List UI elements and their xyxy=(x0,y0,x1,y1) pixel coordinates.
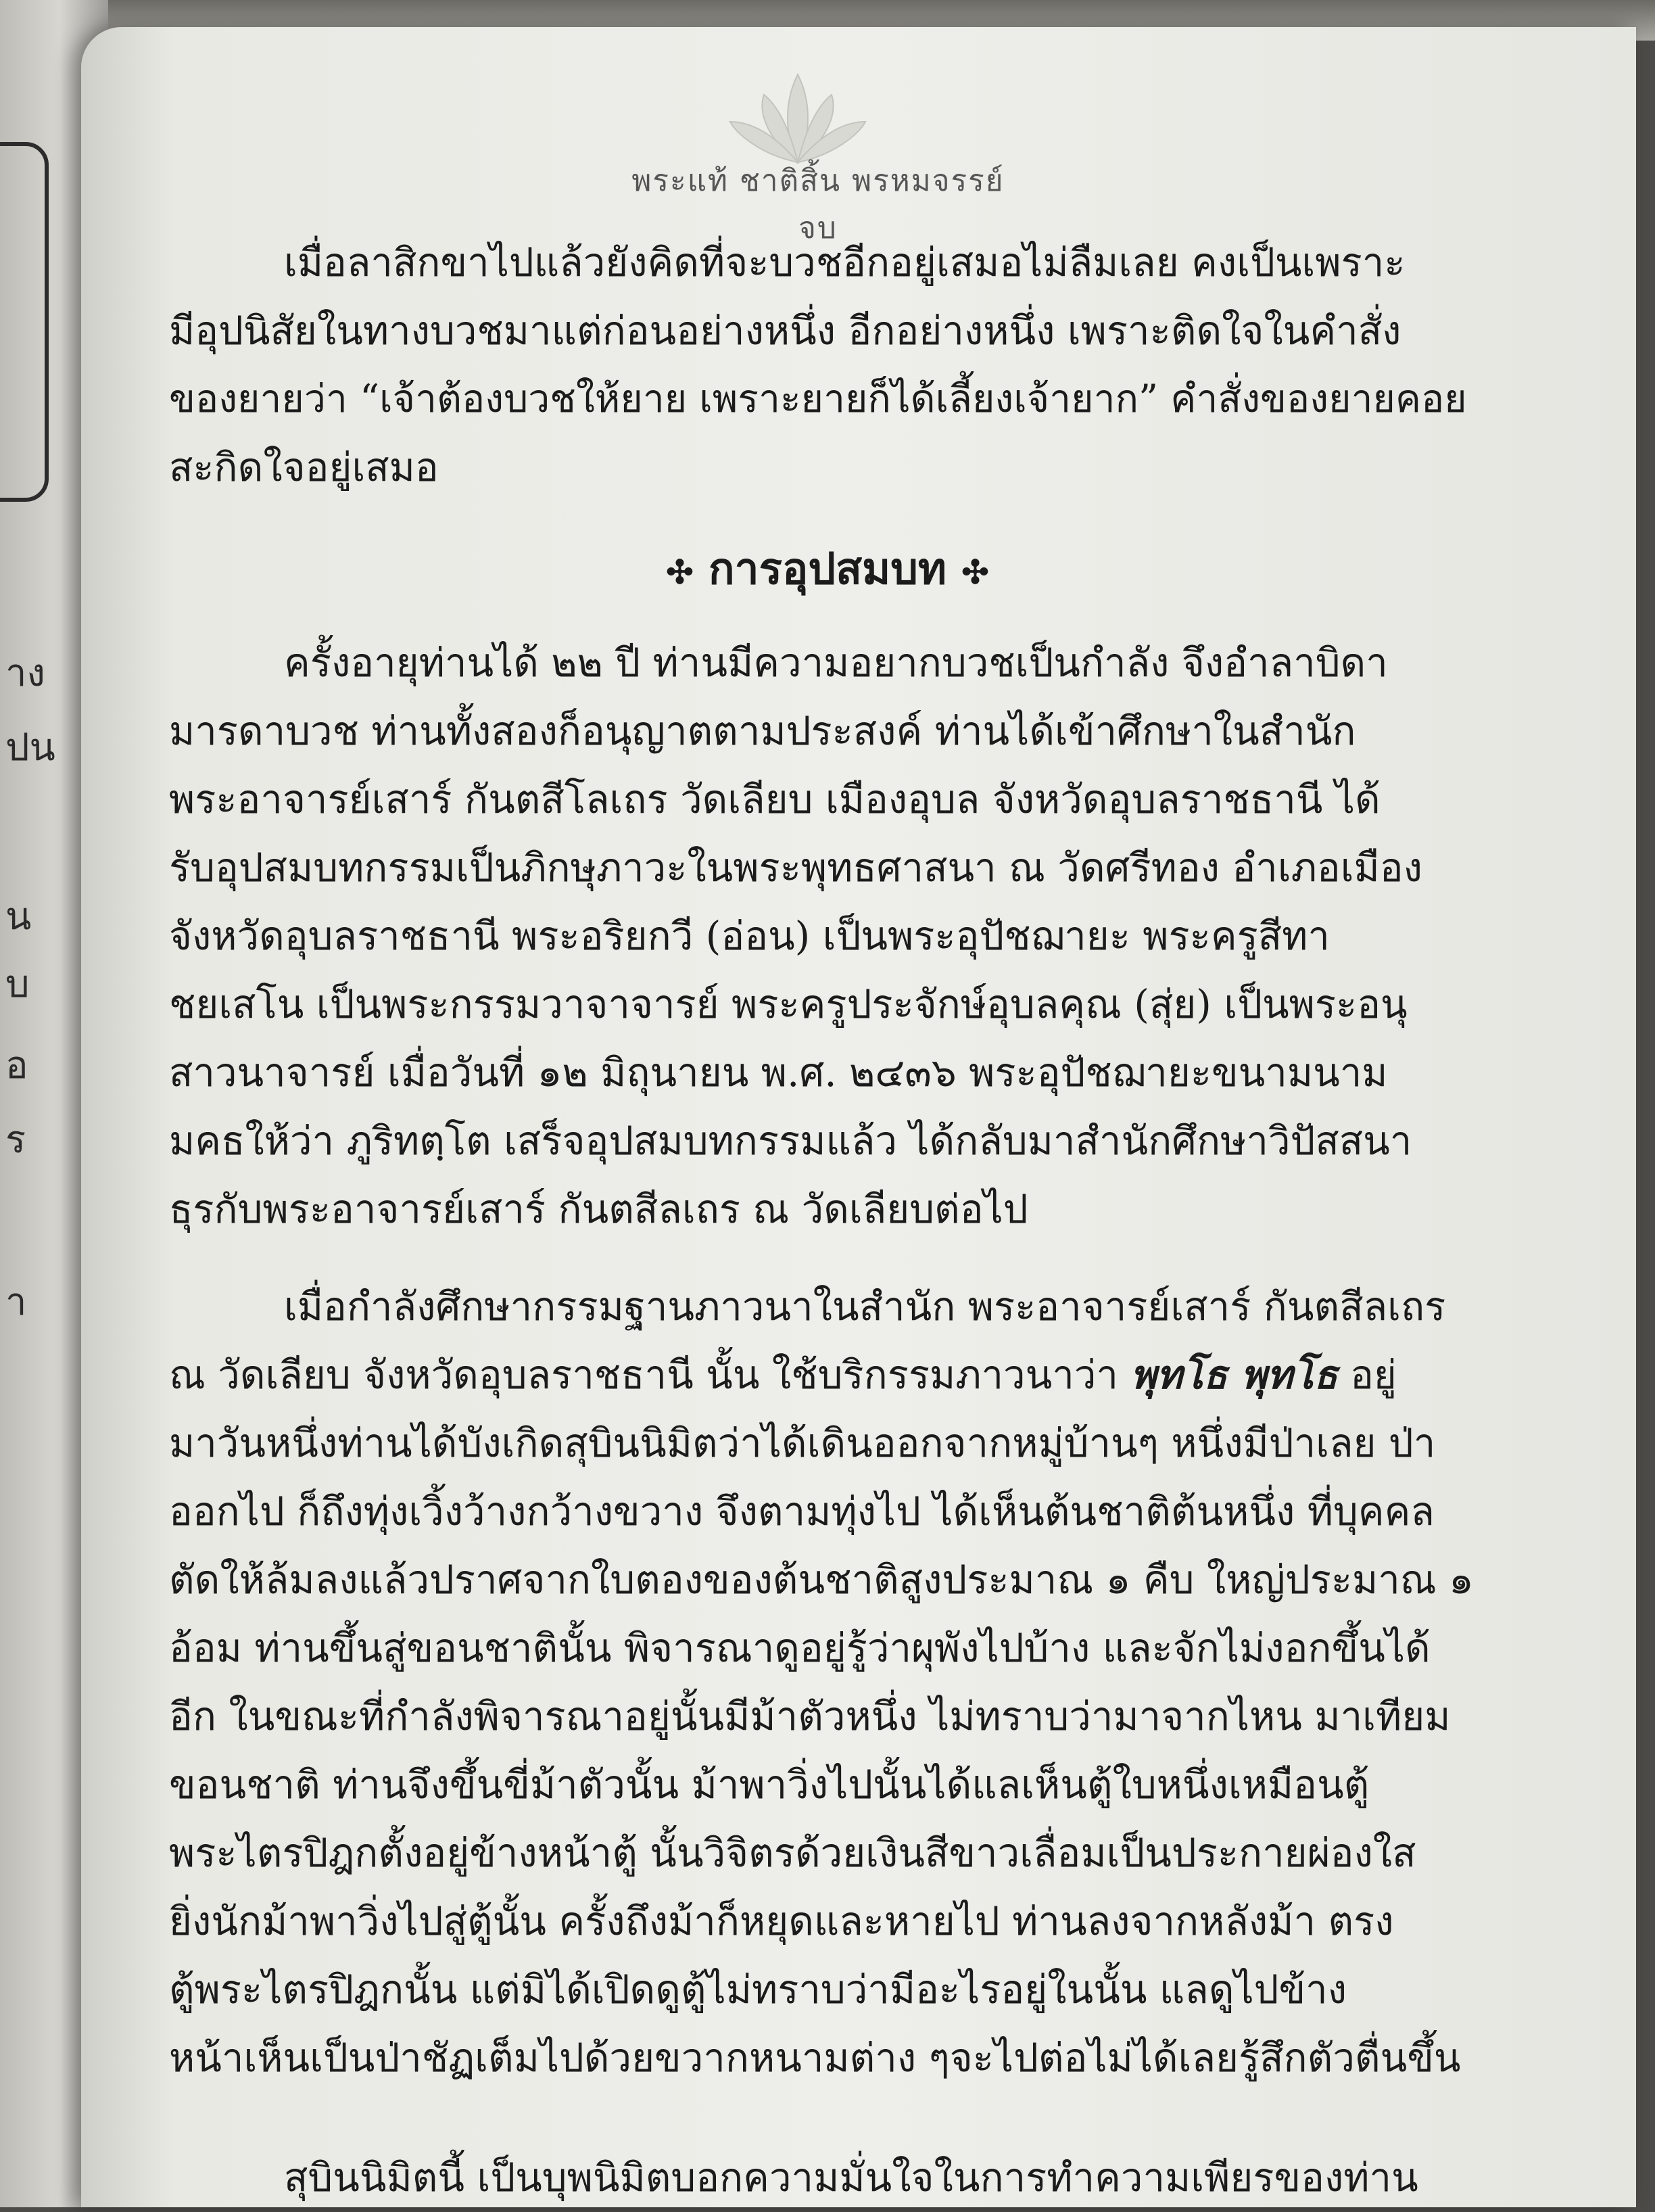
text-line: มีอุปนิสัยในทางบวชมาแต่ก่อนอย่างหนึ่ง อีกอย่างหนึ่ง เพราะติดใจในคำสั่ง xyxy=(169,308,1401,354)
section-heading xyxy=(0,534,1655,603)
text-line: มาวันหนึ่งท่านได้บังเกิดสุบินนิมิตว่าได้เดินออกจากหมู่บ้านๆ หนึ่งมีป่าเลย ป่า xyxy=(169,1420,1436,1466)
page-tab-shape xyxy=(0,142,49,502)
text-span: อยู่ xyxy=(1350,1352,1397,1398)
text-line: ยิ่งนักม้าพาวิ่งไปสู่ตู้นั้น ครั้งถึงม้าก็หยุดและหายไป ท่านลงจากหลังม้า ตรง xyxy=(169,1898,1394,1944)
left-page-fragment: อ xyxy=(5,1043,28,1087)
text-span: ณ วัดเลียบ จังหวัดอุบลราชธานี นั้น ใช้บริกรรมภาวนาว่า xyxy=(169,1352,1118,1398)
left-page-fragment: ร xyxy=(5,1118,26,1162)
left-page-fragment: น xyxy=(5,895,32,939)
text-line xyxy=(169,1341,1474,1409)
text-line: เมื่อกำลังศึกษากรรมฐานภาวนาในสำนัก พระอาจารย์เสาร์ กันตสีลเถร xyxy=(284,1284,1446,1329)
paragraph-4 xyxy=(169,2144,1474,2212)
text-line: มารดาบวช ท่านทั้งสองก็อนุญาตตามประสงค์ ท่านได้เข้าศึกษาในสำนัก xyxy=(169,708,1356,754)
left-page-fragment: ปน xyxy=(5,726,55,770)
paragraph-3 xyxy=(169,1273,1474,2092)
text-line: อีก ในขณะที่กำลังพิจารณาอยู่นั้นมีม้าตัวหนึ่ง ไม่ทราบว่ามาจากไหน มาเทียม xyxy=(169,1693,1451,1739)
running-head: พระแท้ ชาติสิ้น พรหมจรรย์จบ xyxy=(631,164,1005,245)
text-line: พระไตรปิฎกตั้งอยู่ข้างหน้าตู้ นั้นวิจิตรด้วยเงินสีขาวเลื่อมเป็นประกายผ่องใส xyxy=(169,1830,1416,1876)
text-line: ธุรกับพระอาจารย์เสาร์ กันตสีลเถร ณ วัดเลียบต่อไป xyxy=(169,1186,1028,1232)
lotus-ornament-icon xyxy=(703,68,892,169)
left-page-fragment: บ xyxy=(5,962,30,1006)
left-page-fragment: าง xyxy=(5,651,45,695)
paragraph-1 xyxy=(169,229,1474,502)
section-heading-text: การอุปสมบท xyxy=(708,544,947,594)
text-line: ของยายว่า “เจ้าต้องบวชให้ยาย เพราะยายก็ได้เลี้ยงเจ้ายาก” คำสั่งของยายคอย xyxy=(169,377,1467,421)
text-line: สุบินนิมิตนี้ เป็นบุพนิมิตบอกความมั่นใจในการทำความเพียรของท่าน xyxy=(284,2155,1418,2201)
text-line: สาวนาจารย์ เมื่อวันที่ ๑๒ มิถุนายน พ.ศ. ๒๔๓๖ พระอุปัชฌายะขนามนาม xyxy=(169,1050,1388,1096)
chant-text: พุทโธ พุทโธ xyxy=(1130,1352,1338,1398)
text-line: ชยเสโน เป็นพระกรรมวาจาจารย์ พระครูประจักษ์อุบลคุณ (สุ่ย) เป็นพระอนุ xyxy=(169,981,1408,1027)
text-line: รับอุปสมบทกรรมเป็นภิกษุภาวะในพระพุทธศาสนา ณ วัดศรีทอง อำเภอเมือง xyxy=(169,845,1422,891)
text-line: ตัดให้ล้มลงแล้วปราศจากใบตองของต้นชาติสูงประมาณ ๑ คืบ ใหญ่ประมาณ ๑ xyxy=(169,1557,1474,1603)
paragraph-2 xyxy=(169,629,1474,1244)
text-line: ออกไป ก็ถึงทุ่งเวิ้งว้างกว้างขวาง จึงตามทุ่งไป ได้เห็นต้นชาติต้นหนึ่ง ที่บุคคล xyxy=(169,1488,1435,1534)
text-line: มคธให้ว่า ภูริทตฺโต เสร็จอุปสมบทกรรมแล้ว ได้กลับมาสำนักศึกษาวิปัสสนา xyxy=(169,1118,1412,1164)
text-line: เมื่อลาสิกขาไปแล้วยังคิดที่จะบวชอีกอยู่เสมอไม่ลืมเลย คงเป็นเพราะ xyxy=(284,239,1406,285)
text-line: ครั้งอายุท่านได้ ๒๒ ปี ท่านมีความอยากบวชเป็นกำลัง จึงอำลาบิดา xyxy=(284,640,1388,686)
text-line: สะกิดใจอยู่เสมอ xyxy=(169,444,439,490)
text-line: ขอนชาติ ท่านจึงขึ้นขี่ม้าตัวนั้น ม้าพาวิ่งไปนั้นได้แลเห็นตู้ใบหนึ่งเหมือนตู้ xyxy=(169,1762,1370,1808)
text-line: หน้าเห็นเป็นป่าชัฏเต็มไปด้วยขวากหนามต่าง ๆจะไปต่อไม่ได้เลยรู้สึกตัวตื่นขึ้น xyxy=(169,2035,1461,2081)
text-line: จังหวัดอุบลราชธานี พระอริยกวี (อ่อน) เป็นพระอุปัชฌายะ พระครูสีทา xyxy=(169,913,1330,959)
left-page-fragment: า xyxy=(5,1280,27,1324)
text-line: อ้อม ท่านขึ้นสู่ขอนชาตินั้น พิจารณาดูอยู่รู้ว่าผุพังไปบ้าง และจักไม่งอกขึ้นได้ xyxy=(169,1625,1431,1671)
text-line: ตู้พระไตรปิฎกนั้น แต่มิได้เปิดดูตู้ไม่ทราบว่ามีอะไรอยู่ในนั้น แลดูไปข้าง xyxy=(169,1967,1347,2013)
text-line: พระอาจารย์เสาร์ กันตสีโลเถร วัดเลียบ เมืองอุบล จังหวัดอุบลราชธานี ได้ xyxy=(169,776,1381,822)
ornament-icon: ✣ xyxy=(666,553,694,592)
ornament-icon: ✣ xyxy=(961,553,989,592)
